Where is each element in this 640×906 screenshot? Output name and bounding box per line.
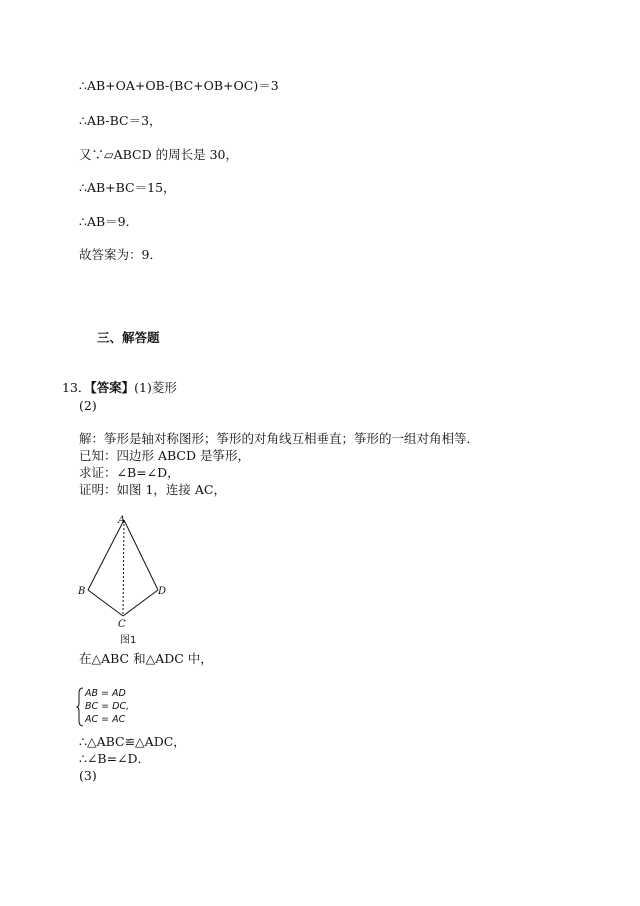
q13-given: 已知：四边形 ABCD 是筝形， (79, 448, 250, 463)
q13-explanation: 解：筝形是轴对称图形；筝形的对角线互相垂直；筝形的一组对角相等． (79, 431, 480, 446)
q13-header (62, 380, 177, 396)
vertex-label-a: A (118, 515, 126, 526)
vertex-label-b: B (78, 586, 86, 597)
kite-edge-ab (88, 520, 124, 590)
solution-line-4: ∴AB+BC＝15， (79, 180, 176, 195)
figure-caption: 图1 (120, 635, 137, 646)
system-row-3: AC = AC (85, 714, 126, 725)
q13-part1: (1)菱形 (134, 380, 177, 395)
system-row-1: AB = AD (85, 688, 126, 699)
q13-congruent: ∴△ABC≌△ADC， (79, 734, 186, 749)
kite-edge-dc (123, 590, 158, 616)
equality-system (76, 687, 156, 727)
vertex-label-c: C (118, 619, 126, 630)
kite-figure (72, 510, 182, 655)
q13-part2: (2) (79, 398, 97, 413)
q13-proof-start: 证明：如图 1，连接 AC， (79, 482, 226, 497)
kite-edge-ad (124, 520, 158, 590)
vertex-label-d: D (158, 586, 167, 597)
q13-in-triangles: 在△ABC 和△ADC 中， (79, 651, 213, 666)
q13-part3: (3) (79, 768, 97, 783)
left-brace-icon (76, 687, 84, 727)
q13-answer-tag: 【答案】 (90, 380, 135, 395)
solution-line-5: ∴AB＝9． (79, 214, 139, 229)
section-title: 三、解答题 (97, 330, 160, 345)
kite-edge-bc (88, 590, 123, 616)
solution-line-2: ∴AB-BC＝3， (79, 113, 162, 128)
kite-diagonal-ac (123, 520, 124, 616)
system-row-2: BC = DC, (85, 701, 130, 712)
solution-line-3: 又∵▱ABCD 的周长是 30， (79, 147, 238, 162)
q13-conclusion: ∴∠B=∠D． (79, 751, 151, 766)
q13-number: 13． (62, 380, 91, 395)
q13-prove: 求证：∠B=∠D， (79, 465, 180, 480)
solution-line-6: 故答案为：9． (79, 247, 162, 262)
solution-line-1: ∴AB+OA+OB-(BC+OB+OC)＝3 (79, 78, 279, 93)
